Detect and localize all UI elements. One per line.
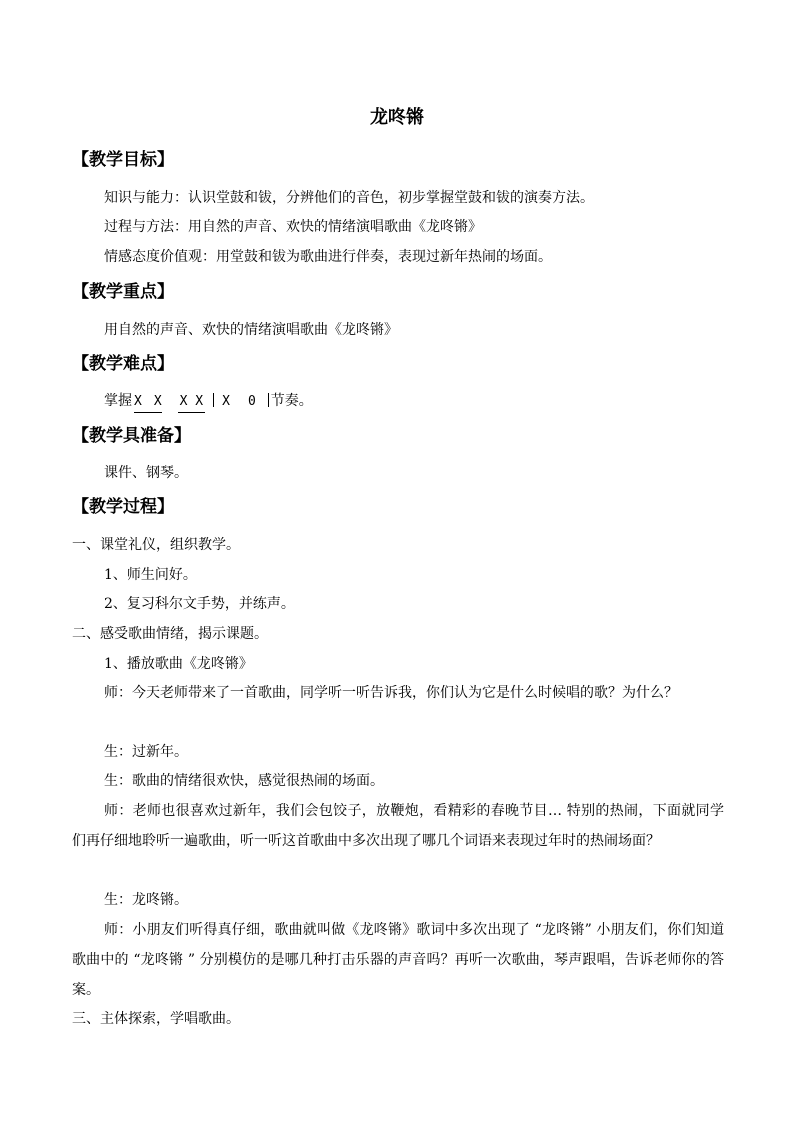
- rhythm-barline-1: [213, 393, 214, 407]
- rhythm-suffix: 节奏。: [270, 393, 313, 409]
- objective-knowledge: 知识与能力：认识堂鼓和钹，分辨他们的音色，初步掌握堂鼓和钹的演奏方法。: [104, 190, 594, 206]
- rhythm-note-5: 0: [247, 394, 256, 409]
- dialogue-student-1: 生：过新年。: [104, 744, 188, 760]
- objective-attitude: 情感态度价值观：用堂鼓和钹为歌曲进行伴奏，表现过新年热闹的场面。: [104, 249, 552, 265]
- rhythm-note-3: X X: [178, 392, 205, 413]
- process-step-2-1: 1、播放歌曲《龙咚锵》: [104, 656, 253, 672]
- process-step-1-1: 1、师生问好。: [104, 567, 197, 583]
- process-step-1: 一、课堂礼仪，组织教学。: [72, 537, 240, 553]
- dialogue-student-2: 生：歌曲的情绪很欢快，感觉很热闹的场面。: [104, 773, 384, 789]
- heading-preparation: 【教学具准备】: [72, 426, 191, 446]
- process-step-1-2: 2、复习科尔文手势，并练声。: [104, 596, 295, 612]
- rhythm-note-2: X: [148, 392, 162, 413]
- key-points-text: 用自然的声音、欢快的情绪演唱歌曲《龙咚锵》: [104, 322, 398, 338]
- process-step-2: 二、感受歌曲情绪，揭示课题。: [72, 626, 268, 642]
- dialogue-teacher-1: 师：今天老师带来了一首歌曲，同学听一听告诉我，你们认为它是什么时候唱的歌？为什么？: [104, 685, 678, 701]
- dialogue-teacher-3: 师：小朋友们听得真仔细，歌曲就叫做《龙咚锵》歌词中多次出现了 “龙咚锵” 小朋友们，你们知道歌曲中的 “龙咚锵 ” 分别模仿的是哪几种打击乐器的声音吗？再听一次歌曲，琴声跟唱，告诉老师你的答案。: [72, 922, 724, 998]
- process-step-3: 三、主体探索，学唱歌曲。: [72, 1011, 240, 1027]
- dialogue-teacher-2: 师：老师也很喜欢过新年，我们会包饺子，放鞭炮，看精彩的春晚节目… 特别的热闹，下面就同学们再仔细地聆听一遍歌曲，听一听这首歌曲中多次出现了哪几个词语来表现过年时的热闹场面？: [72, 803, 724, 849]
- rhythm-line: [104, 391, 313, 413]
- objective-process: 过程与方法：用自然的声音、欢快的情绪演唱歌曲《龙咚锵》: [104, 219, 482, 235]
- rhythm-note-4: X: [222, 394, 230, 409]
- preparation-text: 课件、钢琴。: [104, 465, 188, 481]
- heading-process: 【教学过程】: [72, 497, 174, 517]
- rhythm-note-1: X: [134, 392, 148, 413]
- heading-objectives: 【教学目标】: [72, 150, 174, 170]
- page-title: 龙咚锵: [370, 107, 424, 128]
- dialogue-student-3: 生：龙咚锵。: [104, 892, 188, 908]
- rhythm-prefix: 掌握: [104, 393, 132, 409]
- heading-difficulties: 【教学难点】: [72, 354, 174, 374]
- rhythm-barline-2: [268, 393, 269, 407]
- heading-key-points: 【教学重点】: [72, 282, 174, 302]
